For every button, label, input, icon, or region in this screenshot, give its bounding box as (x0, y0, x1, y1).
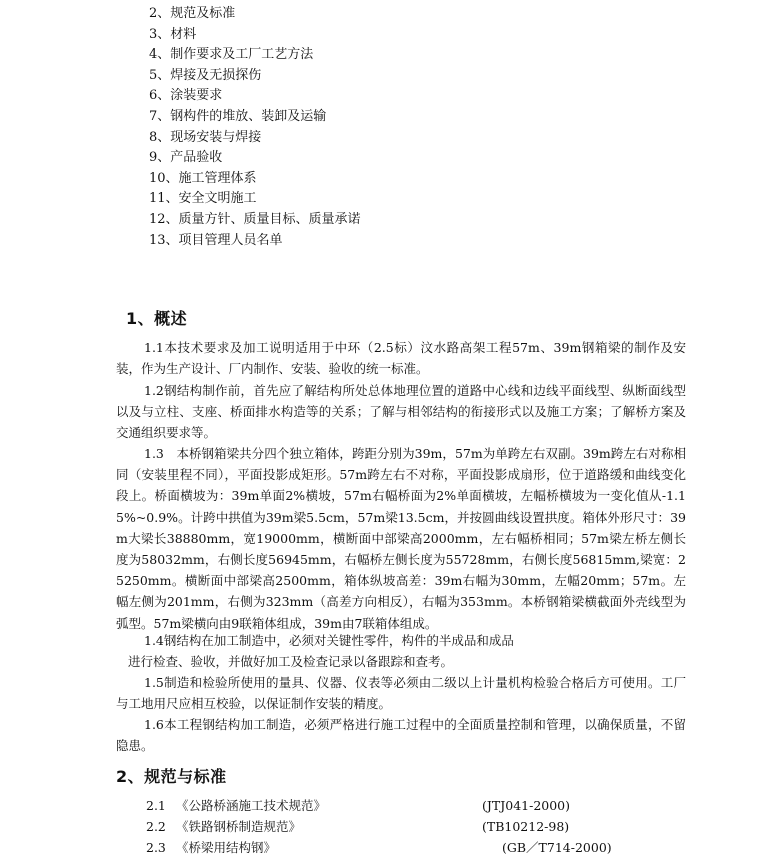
paragraph-1-2: 1.2钢结构制作前，首先应了解结构所处总体地理位置的道路中心线和边线平面线型、纵断面线型以及与立柱、支座、桥面排水构造等的关系；了解与相邻结构的衔接形式以及施工方案；了解桥方案及交通组织要求等。 (116, 383, 686, 441)
standard-item (146, 816, 616, 837)
toc-item: 5、焊接及无损探伤 (149, 67, 262, 83)
standard-title: 《铁路钢桥制造规范》 (176, 819, 302, 834)
paragraph-1-4: 1.4钢结构在加工制造中，必须对关键性零件，构件的半成品和成品 (144, 633, 514, 648)
toc-item: 4、制作要求及工厂工艺方法 (149, 47, 314, 63)
toc-item: 10、施工管理体系 (149, 170, 257, 186)
standards-list (146, 795, 616, 858)
toc-item: 8、现场安装与焊接 (149, 129, 262, 145)
standard-code: (JTJ041-2000) (482, 798, 571, 813)
toc-item: 2、规范及标准 (149, 6, 236, 21)
section-heading-standards: 2、规范与标准 (116, 767, 227, 786)
toc-item: 9、产品验收 (149, 150, 223, 166)
standard-item (146, 837, 616, 858)
toc-item: 3、材料 (149, 26, 197, 42)
standard-number: 2.1 (146, 798, 166, 813)
toc-item: 7、钢构件的堆放、装卸及运输 (149, 108, 327, 124)
paragraph-1-6: 1.6本工程钢结构加工制造，必须严格进行施工过程中的全面质量控制和管理，以确保质量，不留隐患。 (116, 717, 686, 754)
standard-title: 《桥梁用结构钢》 (176, 840, 277, 855)
standard-code: (GB／T714-2000) (502, 840, 612, 855)
standard-number: 2.3 (146, 840, 166, 855)
toc-item: 6、涂装要求 (149, 88, 223, 104)
paragraph-1-1: 1.1本技术要求及加工说明适用于中环（2.5标）汶水路高架工程57m、39m钢箱梁的制作及安装，作为生产设计、厂内制作、安装、验收的统一标准。 (116, 340, 686, 377)
table-of-contents (149, 4, 361, 251)
paragraph-1-3: 1.3 本桥钢箱梁共分四个独立箱体，跨距分别为39m，57m为单跨左右双副。39m跨左右对称相同（安装里程不同），平面投影成矩形。57m跨左右不对称，平面投影成扇形，位于道路缓和曲线变化段上。桥面横坡为：39m单面2%横坡，57m右幅桥面为2%单面横坡，左幅桥横坡为一变化值从-1.15%~0.9%。计跨中拱值为39m梁5.5cm，57m梁13.5cm，并按圆曲线设置拱度。箱体外形尺寸：39m大梁长38880mm，宽19000mm，横断面中部梁高2000mm，左右幅桥相同；57m梁左桥左侧长度为58032mm，右侧长度56945mm，右幅桥左侧长度为55728mm，右侧长度56815mm,梁宽：25250mm。横断面中部梁高2500mm，箱体纵坡高差：39m右幅为30mm，左幅20mm；57m。左幅左侧为201mm，右侧为323mm（高差方向相反），右幅为353mm。本桥钢箱梁横截面外壳线型为弧型。57m梁横向由9联箱体组成，39m由7联箱体组成。 (116, 446, 686, 631)
section-heading-overview: 1、概述 (126, 309, 188, 328)
paragraph-1-4-continued: 进行检查、验收，并做好加工及检查记录以备跟踪和查考。 (128, 654, 454, 669)
standard-title: 《公路桥涵施工技术规范》 (176, 798, 327, 813)
standard-number: 2.2 (146, 819, 166, 834)
paragraph-1-5: 1.5制造和检验所使用的量具、仪器、仪表等必须由二级以上计量机构检验合格后方可使用。工厂与工地用尺应相互校验，以保证制作安装的精度。 (116, 675, 686, 712)
standard-item (146, 795, 616, 816)
toc-item: 13、项目管理人员名单 (149, 232, 283, 248)
toc-item: 12、质量方针、质量目标、质量承诺 (149, 211, 361, 227)
standard-code: (TB10212-98) (482, 819, 570, 834)
toc-item: 11、安全文明施工 (149, 191, 257, 207)
